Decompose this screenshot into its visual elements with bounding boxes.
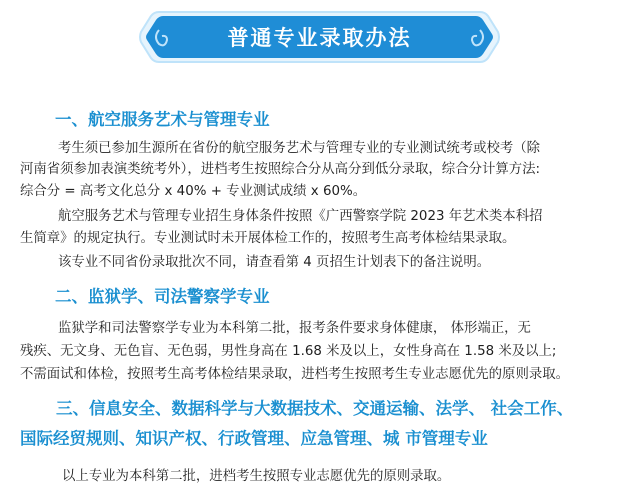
banner-title: 普通专业录取办法 [227, 26, 412, 50]
section-2-line-2: 残疾、无文身、无色盲、无色弱，男性身高在 1.68 米及以上，女性身高在 1.58 米及以上; [20, 344, 557, 359]
section-banner [139, 10, 500, 64]
section-2-line-3: 不需面试和体检，按照考生高考体检结果录取，进档考生按照考生专业志愿优先的原则录取。 [20, 367, 570, 382]
section-1-line-5: 生简章》的规定执行。专业测试时未开展体检工作的，按照考生高考体检结果录取。 [20, 231, 516, 246]
section-3-heading-line-1: 三、信息安全、数据科学与大数据技术、交通运输、法学、 社会工作、 [56, 399, 574, 418]
section-1-heading: 一、航空服务艺术与管理专业 [55, 110, 270, 129]
section-1-line-1: 考生须已参加生源所在省份的航空服务艺术与管理专业的专业测试统考或校考（除 [58, 141, 541, 156]
section-1-line-3: 综合分 = 高考文化总分 x 40% + 专业测试成绩 x 60%。 [20, 184, 367, 199]
section-3-heading-line-2: 国际经贸规则、知识产权、行政管理、应急管理、城 市管理专业 [20, 429, 488, 448]
section-2-heading: 二、监狱学、司法警察学专业 [55, 287, 270, 306]
section-2-line-1: 监狱学和司法警察学专业为本科第二批，报考条件要求身体健康， 体形端正，无 [58, 321, 531, 336]
section-3-line-1: 以上专业为本科第二批，进档考生按照专业志愿优先的原则录取。 [62, 469, 451, 484]
section-1-line-4: 航空服务艺术与管理专业招生身体条件按照《广西警察学院 2023 年艺术类本科招 [58, 209, 543, 224]
section-1-line-6: 该专业不同省份录取批次不同，请查看第 4 页招生计划表下的备注说明。 [58, 255, 491, 270]
section-1-line-2: 河南省须参加表演类统考外），进档考生按照综合分从高分到低分录取，综合分计算方法: [20, 162, 541, 177]
